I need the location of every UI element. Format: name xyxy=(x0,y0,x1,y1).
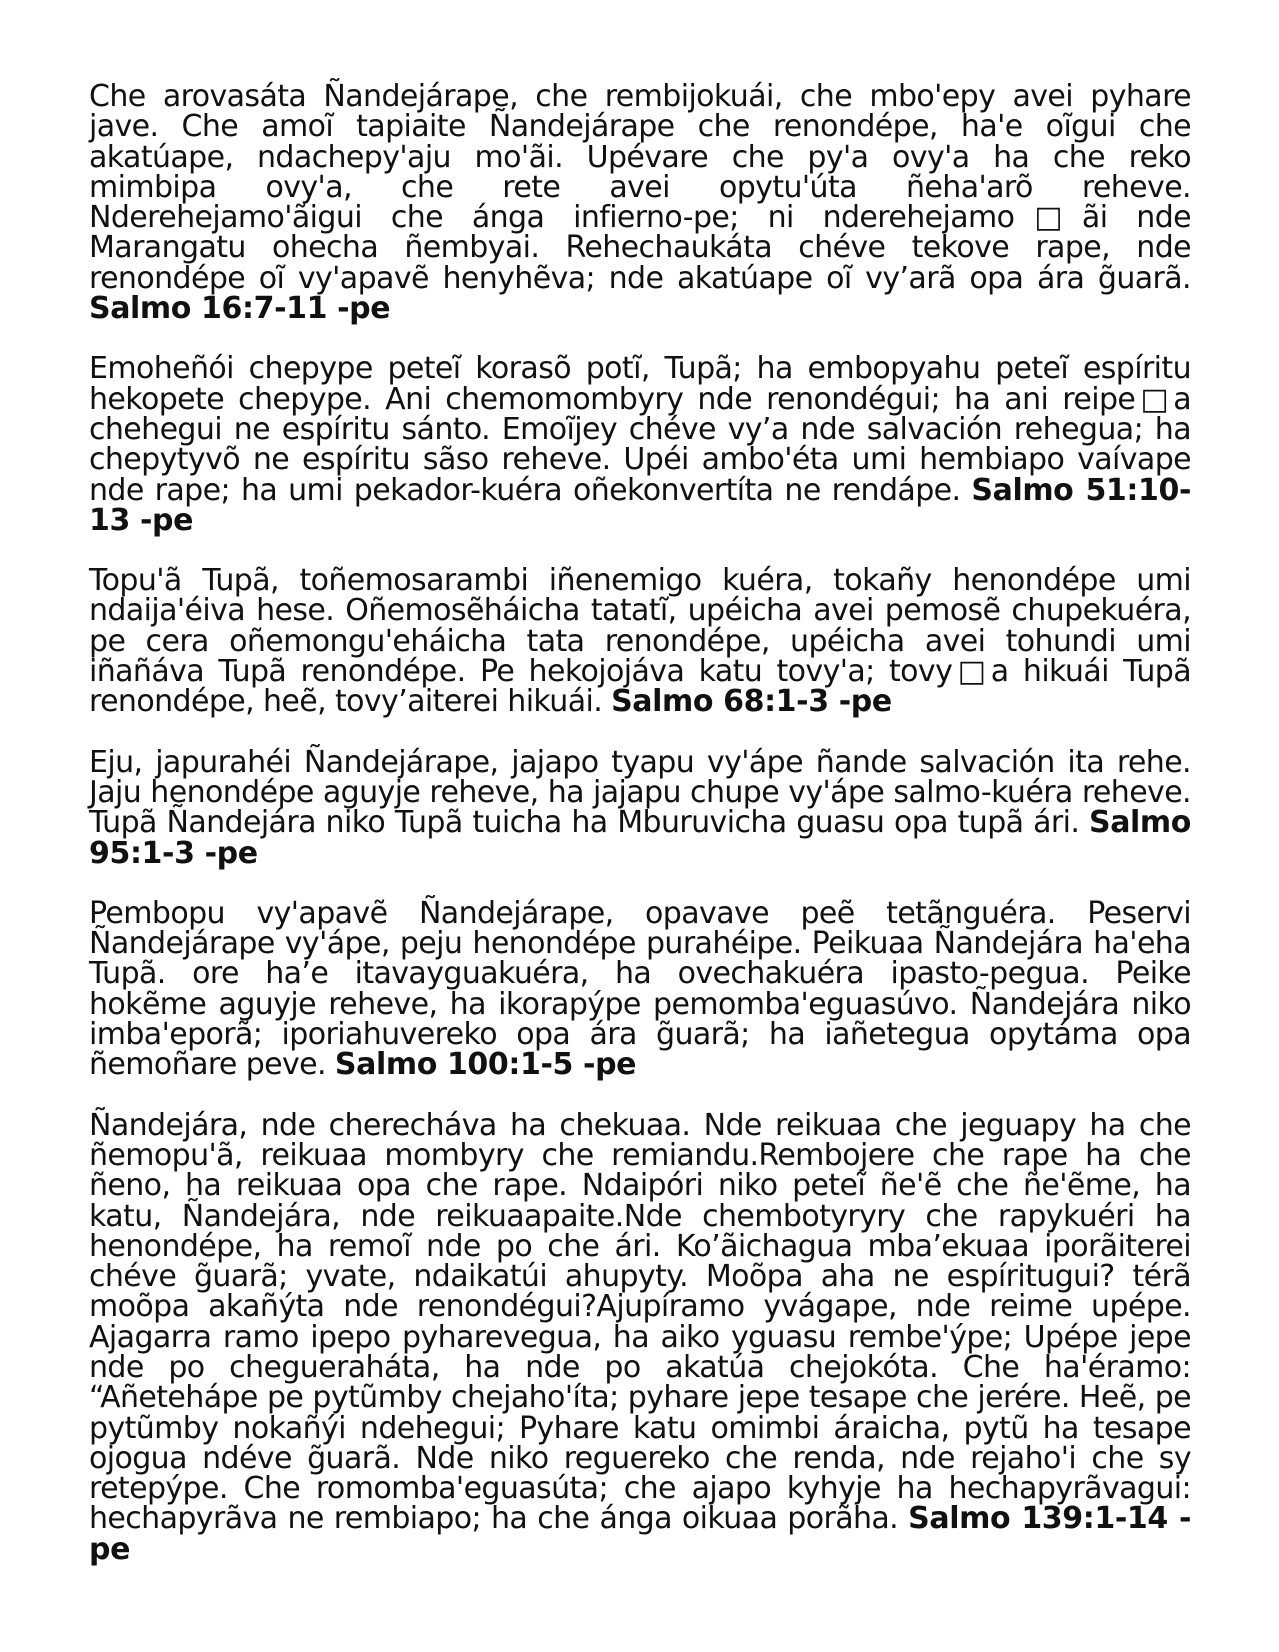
psalm-text: Ñandejára, nde cherecháva ha chekuaa. Nde reikuaa che jeguapy ha che ñemopu'ã, reikuaa mombyry che remiandu.Rembojere che rape ha che ñeno, ha reikuaa opa che rape. Ndaipóri niko peteĩ ñe'ẽ che ñe'ẽme, ha katu, Ñandejára, nde reikuaapaite.Nde chembotyryry che rapykuéri ha henondépe, ha remoĩ nde po che ári. Ko’ãichagua mba’ekuaa iporãiterei chéve g̃uarã; yvate, ndaikatúi ahupyty. Moõpa aha ne espíritugui? térã moõpa akañýta nde renondégui?Ajupíramo yvágape, nde reime upépe. Ajagarra ramo ipepo pyharevegua, ha aiko yguasu rembe'ýpe; Upépe jepe nde po chegueraháta, ha nde po akatúa chejokóta. Che ha'éramo: “Añetehápe pe pytũmby chejaho'íta; pyhare jepe tesape che jerére. Heẽ, pe pytũmby nokañýi ndehegui; Pyhare katu omimbi áraicha, pytũ ha tesape ojogua ndéve g̃uarã. Nde niko reguereko che renda, nde rejaho'i che sy retepýpe. Che romomba'eguasúta; che ajapo kyhyje ha hechapyrãvagui: hechapyrãva ne rembiapo; ha che ánga oikuaa porãha. xyxy=(89,1107,1191,1537)
psalm-text: Emoheñói chepype peteĩ korasõ potĩ, Tupã; ha embopyahu peteĩ espíritu hekopete chepype. Ani chemomombyry nde renondégui; ha ani reipe□a chehegui ne espíritu sánto. Emoĩjey chéve vy’a nde salvación rehegua; ha chepytyvõ ne espíritu sãso reheve. Upéi ambo'éta umi hembiapo vaívape nde rape; ha umi pekador-kuéra oñekonvertíta ne rendápe. xyxy=(89,351,1191,508)
psalm-reference: Salmo 95:1-3 -pe xyxy=(89,805,1192,871)
psalm-text: Pembopu vy'apavẽ Ñandejárape, opavave peẽ tetãnguéra. Peservi Ñandejárape vy'ápe, peju henondépe purahéipe. Peikuaa Ñandejára ha'eha Tupã. ore ha’e itavayguakuéra, ha ovechakuéra ipasto-pegua. Peike hokẽme aguyje reheve, ha ikorapýpe pemomba'eguasúvo. Ñandejára niko imba'eporã; iporiahuvereko opa ára g̃uarã; ha iañetegua opytáma opa ñemoñare peve. xyxy=(89,895,1191,1083)
psalm-text: Che arovasáta Ñandejárape, che rembijokuái, che mbo'epy avei pyhare jave. Che amoĩ tapiaite Ñandejárape che renondépe, ha'e oĩgui che akatúape, ndachepy'aju mo'ãi. Upévare che py'a ovy'a ha che reko mimbipa ovy'a, che rete avei opytu'úta ñeha'arõ reheve. Nderehejamo'ãigui che ánga infierno-pe; ni nderehejamo□ãi nde Marangatu ohecha ñembyai. Rehechaukáta chéve tekove rape, nde renondépe oĩ vy'apavẽ henyhẽva; nde akatúape oĩ vy’arã opa ára g̃uarã. xyxy=(89,79,1191,296)
psalm-text: Eju, japurahéi Ñandejárape, jajapo tyapu vy'ápe ñande salvación ita rehe. Jaju henondépe aguyje reheve, ha jajapu chupe vy'ápe salmo-kuéra reheve. Tupã Ñandejára niko Tupã tuicha ha Mburuvicha guasu opa tupã ári. xyxy=(89,744,1191,841)
psalm-paragraph-6 xyxy=(89,1107,1192,1567)
psalm-reference: Salmo 100:1-5 -pe xyxy=(334,1047,637,1083)
psalm-paragraph-4 xyxy=(89,744,1192,871)
psalm-paragraph-3 xyxy=(89,563,1191,720)
psalm-reference: Salmo 51:10-13 -pe xyxy=(89,472,1191,538)
psalm-text: Topu'ã Tupã, toñemosarambi iñenemigo kuéra, tokañy henondépe umi ndaija'éiva hese. Oñemosẽháicha tatatĩ, upéicha avei pemosẽ chupekuéra, pe cera oñemongu'eháicha tata renondépe, upéicha avei tohundi umi iñañáva Tupã renondépe. Pe hekojojáva katu tovy'a; tovy□a hikuái Tupã renondépe, heẽ, tovy’aiterei hikuái. xyxy=(89,563,1191,720)
psalm-reference: Salmo 139:1-14 -pe xyxy=(89,1501,1192,1567)
psalm-paragraph-1 xyxy=(89,79,1191,327)
psalm-paragraph-2 xyxy=(89,351,1191,538)
psalm-paragraph-5 xyxy=(89,895,1191,1083)
psalm-reference: Salmo 68:1-3 -pe xyxy=(611,684,892,720)
document-page xyxy=(89,79,1192,1595)
psalm-reference: Salmo 16:7-11 -pe xyxy=(89,291,391,327)
